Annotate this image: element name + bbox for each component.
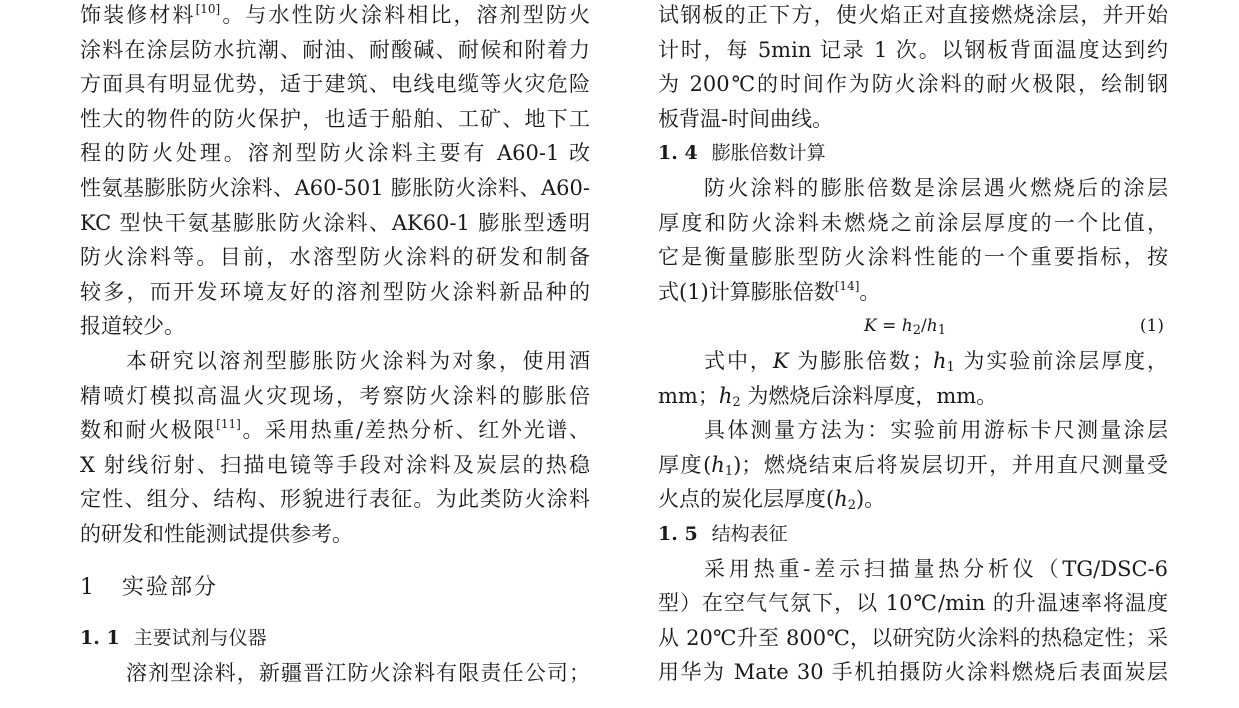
equation-formula: $K = h_2/h_1$ [864, 316, 946, 339]
text-line: 采用热重-差示扫描量热分析仪（TG/DSC-6 [704, 556, 1168, 581]
text-line: 计时，每 5min 记录 1 次。以钢板背面温度达到约 [658, 37, 1168, 62]
section-heading: 1 实验部分 [80, 574, 219, 600]
text-line: 饰装修材料[10]。与水性防火涂料相比，溶剂型防火 [80, 2, 590, 27]
text-line: 精喷灯模拟高温火灾现场，考察防火涂料的膨胀倍 [80, 383, 590, 408]
text-line: 厚度和防火涂料未燃烧之前涂层厚度的一个比值， [658, 210, 1168, 235]
text-line: 程的防火处理。溶剂型防火涂料主要有 A60-1 改 [80, 141, 590, 166]
text-line: 厚度$(h_1)$；燃烧结束后将炭层切开，并用直尺测量受 [658, 452, 1168, 479]
text-line: mm；$h_2$ 为燃烧后涂料厚度，mm。 [658, 383, 998, 410]
text-line: 的研发和性能测试提供参考。 [80, 521, 353, 546]
text-line: 用华为 Mate 30 手机拍摄防火涂料燃烧后表面炭层 [658, 660, 1168, 685]
text-line: 涂料在涂层防水抗潮、耐油、耐酸碱、耐候和附着力 [80, 37, 590, 62]
text-line: 式中，K 为膨胀倍数；$h_1$ 为实验前涂层厚度， [704, 348, 1168, 375]
text-line: X 射线衍射、扫描电镜等手段对涂料及炭层的热稳 [80, 452, 590, 477]
text-line: 性大的物件的防火保护，也适于船舶、工矿、地下工 [80, 106, 590, 131]
citation-ref: [11] [216, 417, 241, 432]
text-line: 防火涂料等。目前，水溶型防火涂料的研发和制备 [80, 245, 590, 270]
text-line: 火点的炭化层厚度$(h_2)$。 [658, 487, 886, 514]
text-line: 具体测量方法为：实验前用游标卡尺测量涂层 [704, 418, 1168, 443]
right-column [658, 0, 1168, 690]
left-column [80, 0, 590, 690]
text-line: 为 200℃的时间作为防火涂料的耐火极限，绘制钢 [658, 72, 1168, 97]
text-line: 方面具有明显优势，适于建筑、电线电缆等火灾危险 [80, 72, 590, 97]
text-line: 本研究以溶剂型膨胀防火涂料为对象，使用酒 [126, 348, 590, 373]
text-line: 较多，而开发环境友好的溶剂型防火涂料新品种的 [80, 279, 590, 304]
equation-1 [658, 309, 1168, 344]
equation-number: (1) [1139, 316, 1164, 337]
text-line: 溶剂型涂料，新疆晋江防火涂料有限责任公司； [126, 660, 590, 685]
subsection-heading: 1. 5 结构表征 [658, 522, 788, 545]
text-line: 定性、组分、结构、形貌进行表征。为此类防火涂料 [80, 487, 590, 512]
text-line: KC 型快干氨基膨胀防火涂料、AK60-1 膨胀型透明 [80, 210, 590, 235]
text-line: 试钢板的正下方，使火焰正对直接燃烧涂层，并开始 [658, 3, 1168, 27]
text-line: 性氨基膨胀防火涂料、A60-501 膨胀防火涂料、A60- [80, 175, 590, 200]
citation-ref: [14] [834, 278, 860, 293]
text-line: 式(1)计算膨胀倍数[14]。 [658, 278, 881, 304]
text-line: 型）在空气气氛下，以 10℃/min 的升温速率将温度 [658, 591, 1168, 616]
text-line: 数和耐火极限[11]。采用热重/差热分析、红外光谱、 [80, 417, 590, 443]
text-line: 防火涂料的膨胀倍数是涂层遇火燃烧后的涂层 [704, 175, 1168, 200]
text-line: 从 20℃升至 800℃，以研究防火涂料的热稳定性；采 [658, 625, 1168, 650]
text-line: 报道较少。 [80, 314, 185, 339]
subsection-heading: 1. 1 主要试剂与仪器 [80, 627, 267, 650]
text-line: 板背温-时间曲线。 [658, 106, 834, 131]
citation-ref: [10] [195, 2, 221, 16]
subsection-heading: 1. 4 膨胀倍数计算 [658, 142, 826, 165]
text-line: 它是衡量膨胀型防火涂料性能的一个重要指标，按 [658, 245, 1168, 270]
